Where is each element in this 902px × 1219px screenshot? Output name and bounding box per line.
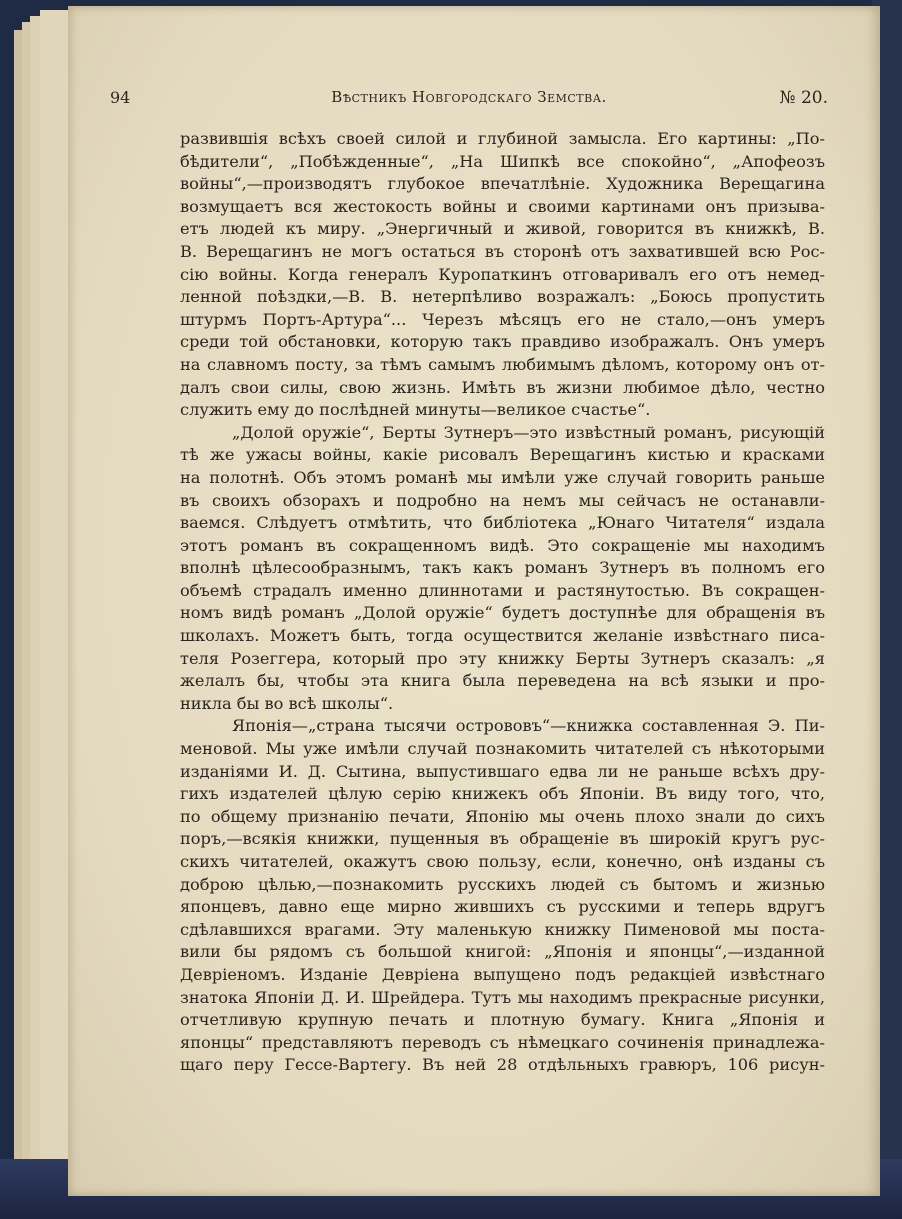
- issue-number: № 20.: [779, 88, 828, 108]
- text-line: поръ,—всякія книжки, пущенныя въ обращеніе въ широкій кругъ рус-: [180, 829, 825, 849]
- text-line: доброю цѣлью,—познакомить русскихъ людей съ бытомъ и жизнью: [180, 874, 825, 894]
- text-line: по общему признанію печати, Японію мы очень плохо знали до сихъ: [180, 806, 825, 826]
- text-line: гихъ издателей цѣлую серію книжекъ объ Японіи. Въ виду того, что,: [180, 784, 825, 804]
- text-line: среди той обстановки, которую такъ правдиво изображалъ. Онъ умеръ: [180, 332, 825, 352]
- running-header: [110, 88, 828, 114]
- text-line: возмущаетъ вся жестокость войны и своими картинами онъ призыва-: [180, 196, 825, 216]
- text-line: сію войны. Когда генералъ Куропаткинъ отговаривалъ его отъ немед-: [180, 264, 825, 284]
- text-line: Японія—„страна тысячи острововъ“—книжка составленная Э. Пи-: [232, 716, 825, 736]
- text-line: тѣ же ужасы войны, какіе рисовалъ Верещагинъ кистью и красками: [180, 445, 825, 465]
- text-line: скихъ читателей, окажутъ свою пользу, если, конечно, онѣ изданы съ: [180, 852, 825, 871]
- text-line: на полотнѣ. Объ этомъ романѣ мы имѣли уже случай говорить раньше: [180, 467, 825, 487]
- text-line: на славномъ посту, за тѣмъ самымъ любимымъ дѣломъ, которому онъ от-: [180, 354, 825, 374]
- text-line: школахъ. Можетъ быть, тогда осуществится желаніе извѣстнаго писа-: [180, 626, 825, 646]
- text-line: Девріеномъ. Изданіе Девріена выпущено подъ редакціей извѣстнаго: [180, 964, 825, 984]
- text-line: знатока Японіи Д. И. Шрейдера. Тутъ мы находимъ прекрасные рисунки,: [180, 987, 825, 1007]
- text-line: японцы“ представляютъ переводъ съ нѣмецкаго сочиненія принадлежа-: [180, 1032, 825, 1052]
- text-line: ваемся. Слѣдуетъ отмѣтить, что библіотека „Юнаго Читателя“ издала: [180, 513, 825, 533]
- text-line: развившія всѣхъ своей силой и глубиной замысла. Его картины: „По-: [180, 129, 825, 148]
- text-line: войны“,—производятъ глубокое впечатлѣніе. Художника Верещагина: [180, 174, 825, 194]
- text-line: теля Розеггера, который про эту книжку Берты Зутнеръ сказалъ: „я: [180, 648, 825, 668]
- text-line: никла бы во всѣ школы“.: [180, 693, 394, 713]
- text-line: желалъ бы, чтобы эта книга была переведена на всѣ языки и про-: [180, 671, 825, 691]
- journal-title: Вѣстникъ Новгородскаго Земства.: [331, 88, 607, 106]
- text-line: объемѣ страдалъ именно длиннотами и растянутостью. Въ сокращен-: [180, 580, 825, 600]
- page-number: 94: [110, 88, 131, 107]
- text-line: меновой. Мы уже имѣли случай познакомить читателей съ нѣкоторыми: [180, 739, 825, 759]
- text-line: номъ видѣ романъ „Долой оружіе“ будетъ доступнѣе для обращенія въ: [180, 603, 825, 623]
- text-line: этотъ романъ въ сокращенномъ видѣ. Это сокращеніе мы находимъ: [180, 535, 825, 555]
- text-line: бѣдители“, „Побѣжденные“, „На Шипкѣ все спокойно“, „Апофеозъ: [180, 151, 825, 171]
- text-line: вили бы рядомъ съ большой книгой: „Японія и японцы“,—изданной: [180, 942, 825, 962]
- text-line: ленной поѣздки,—В. В. нетерпѣливо возражалъ: „Боюсь пропустить: [180, 287, 825, 307]
- text-line: вполнѣ цѣлесообразнымъ, такъ какъ романъ Зутнеръ въ полномъ его: [180, 558, 825, 578]
- text-line: щаго перу Гессе-Вартегу. Въ ней 28 отдѣльныхъ гравюръ, 106 рисун-: [180, 1055, 825, 1075]
- article-body: [180, 128, 825, 1077]
- text-line: В. Верещагинъ не могъ остаться въ сторонѣ отъ захватившей всю Рос-: [180, 241, 825, 261]
- text-line: изданіями И. Д. Сытина, выпустившаго едва ли не раньше всѣхъ дру-: [180, 761, 825, 781]
- text-line: сдѣлавшихся врагами. Эту маленькую книжку Пименовой мы поста-: [180, 919, 825, 939]
- text-line: етъ людей къ миру. „Энергичный и живой, говорится въ книжкѣ, В.: [180, 219, 825, 239]
- text-line: служить ему до послѣдней минуты—великое счастье“.: [180, 400, 651, 420]
- text-line: отчетливую крупную печать и плотную бумагу. Книга „Японія и: [180, 1010, 825, 1030]
- text-line: штурмъ Портъ-Артура“... Черезъ мѣсяцъ его не стало,—онъ умеръ: [180, 309, 825, 329]
- text-line: японцевъ, давно еще мирно жившихъ съ русскими и теперь вдругъ: [180, 897, 825, 917]
- text-line: „Долой оружіе“, Берты Зутнеръ—это извѣстный романъ, рисующій: [232, 422, 825, 442]
- text-line: далъ свои силы, свою жизнь. Имѣть въ жизни любимое дѣло, честно: [180, 377, 825, 397]
- text-line: въ своихъ обзорахъ и подробно на немъ мы сейчасъ не останавли-: [180, 490, 825, 510]
